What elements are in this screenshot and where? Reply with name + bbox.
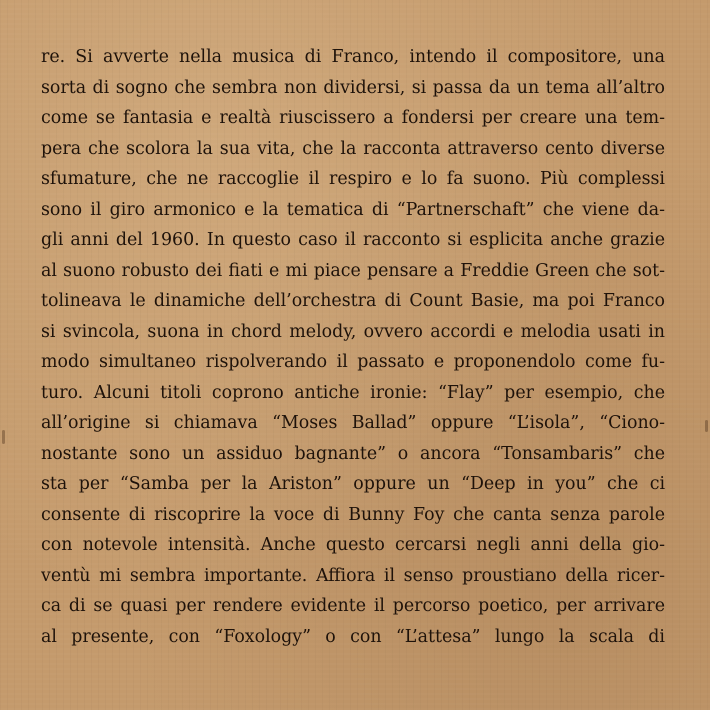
text-line: all’origine si chiamava “Moses Ballad” oppure “L’isola”, “Ciono- <box>41 413 665 433</box>
text-line: consente di riscoprire la voce di Bunny Foy che canta senza parole <box>41 504 665 525</box>
paper-edge-mark <box>2 430 5 444</box>
text-line: modo simultaneo rispolverando il passato e proponendolo come fu- <box>41 352 665 372</box>
text-line: sta per “Samba per la Ariston” oppure un “Deep in you” che ci <box>41 474 665 494</box>
text-line: turo. Alcuni titoli coprono antiche ironie: “Flay” per esempio, che <box>41 382 665 403</box>
text-line: sono il giro armonico e la tematica di “Partnerschaft” che viene da- <box>41 199 665 220</box>
text-line: ca di se quasi per rendere evidente il percorso poetico, per arrivare <box>41 596 665 616</box>
text-line: come se fantasia e realtà riuscissero a fondersi per creare una tem- <box>41 108 665 128</box>
text-line: tolineava le dinamiche dell’orchestra di Count Basie, ma poi Franco <box>41 291 665 311</box>
text-line: gli anni del 1960. In questo caso il racconto si esplicita anche grazie <box>41 230 665 250</box>
text-line: nostante sono un assiduo bagnante” o ancora “Tonsambaris” che <box>41 443 665 464</box>
text-line: ventù mi sembra importante. Affiora il senso proustiano della ricer- <box>41 565 665 586</box>
text-line: con notevole intensità. Anche questo cercarsi negli anni della gio- <box>41 535 665 555</box>
text-line: re. Si avverte nella musica di Franco, intendo il compositore, una <box>41 47 665 67</box>
text-line: al suono robusto dei fiati e mi piace pensare a Freddie Green che sot- <box>41 260 665 281</box>
text-line: sorta di sogno che sembra non dividersi, si passa da un tema all’altro <box>41 77 665 98</box>
text-body <box>41 42 665 682</box>
text-line: sfumature, che ne raccoglie il respiro e lo fa suono. Più complessi <box>41 169 665 189</box>
text-line: al presente, con “Foxology” o con “L’attesa” lungo la scala di <box>41 626 665 647</box>
paper-edge-mark <box>705 420 708 432</box>
text-line: pera che scolora la sua vita, che la racconta attraverso cento diverse <box>41 138 665 159</box>
text-line: si svincola, suona in chord melody, ovvero accordi e melodia usati in <box>41 321 665 342</box>
